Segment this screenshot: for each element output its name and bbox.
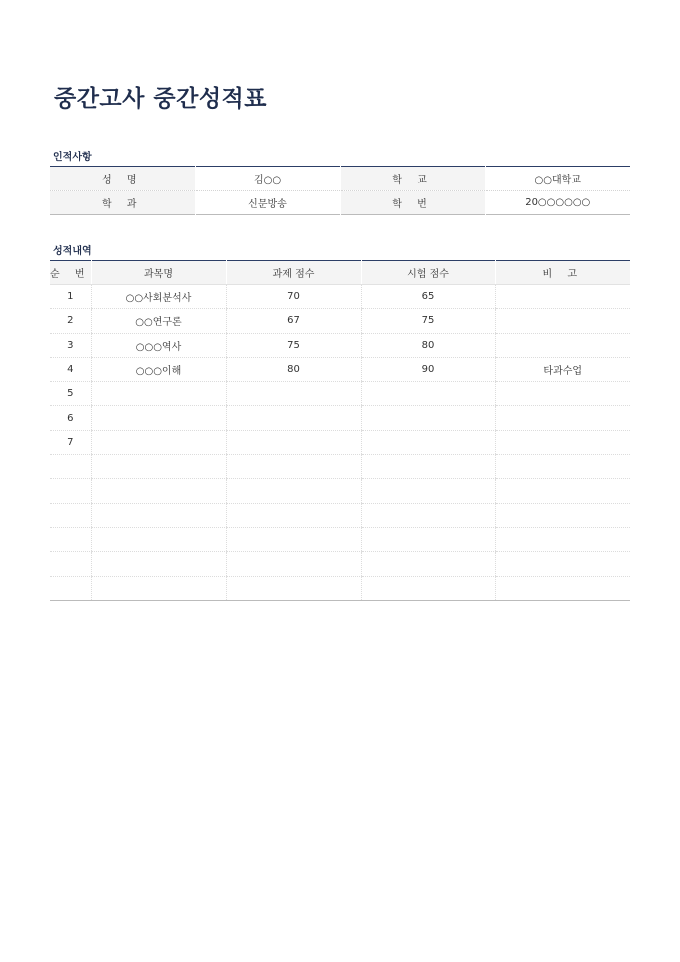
row-number-cell [50, 552, 91, 576]
assignment-score-cell: 75 [226, 333, 361, 357]
subject-name-cell [91, 527, 226, 551]
school-label: 학 교 [340, 167, 485, 191]
exam-score-cell [361, 552, 495, 576]
assignment-score-cell [226, 406, 361, 430]
note-cell [495, 576, 630, 600]
personal-info-table [50, 166, 630, 215]
assignment-score-cell [226, 479, 361, 503]
col-header-subject: 과목명 [91, 261, 226, 285]
department-value: 신문방송 [195, 191, 340, 215]
subject-name-cell [91, 455, 226, 479]
assignment-score-cell [226, 455, 361, 479]
assignment-score-cell: 70 [226, 285, 361, 309]
row-number-cell: 5 [50, 382, 91, 406]
table-row [50, 357, 630, 381]
note-cell [495, 309, 630, 333]
note-cell [495, 430, 630, 454]
row-number-cell [50, 479, 91, 503]
subject-name-cell [91, 406, 226, 430]
subject-name-cell [91, 479, 226, 503]
subject-name-cell [91, 552, 226, 576]
note-cell [495, 285, 630, 309]
exam-score-cell [361, 406, 495, 430]
exam-score-cell [361, 455, 495, 479]
school-value: ○○대학교 [485, 167, 630, 191]
grades-table [50, 260, 630, 601]
table-row [50, 576, 630, 600]
assignment-score-cell: 80 [226, 357, 361, 381]
row-number-cell: 4 [50, 357, 91, 381]
page-title: 중간고사 중간성적표 [54, 86, 267, 112]
note-cell [495, 552, 630, 576]
note-cell [495, 527, 630, 551]
row-number-cell [50, 576, 91, 600]
table-row [50, 479, 630, 503]
subject-name-cell: ○○사회분석사 [91, 285, 226, 309]
table-row [50, 552, 630, 576]
subject-name-cell [91, 503, 226, 527]
name-value: 김○○ [195, 167, 340, 191]
note-cell [495, 333, 630, 357]
row-number-cell: 2 [50, 309, 91, 333]
subject-name-cell [91, 430, 226, 454]
col-header-assignment-score: 과제 점수 [226, 261, 361, 285]
col-header-number: 순 번 [50, 261, 91, 285]
row-number-cell: 3 [50, 333, 91, 357]
exam-score-cell: 90 [361, 357, 495, 381]
grades-section-label: 성적내역 [53, 246, 92, 257]
row-number-cell [50, 455, 91, 479]
col-header-note: 비 고 [495, 261, 630, 285]
exam-score-cell: 75 [361, 309, 495, 333]
student-id-value: 20○○○○○○ [485, 191, 630, 215]
personal-info-row [50, 191, 630, 215]
department-label: 학 과 [50, 191, 195, 215]
exam-score-cell [361, 479, 495, 503]
grades-header-row [50, 261, 630, 285]
exam-score-cell: 65 [361, 285, 495, 309]
student-id-label: 학 번 [340, 191, 485, 215]
exam-score-cell [361, 382, 495, 406]
exam-score-cell [361, 527, 495, 551]
assignment-score-cell [226, 503, 361, 527]
exam-score-cell [361, 430, 495, 454]
assignment-score-cell [226, 576, 361, 600]
table-row [50, 455, 630, 479]
row-number-cell [50, 503, 91, 527]
subject-name-cell [91, 382, 226, 406]
row-number-cell: 1 [50, 285, 91, 309]
table-row [50, 406, 630, 430]
subject-name-cell: ○○연구론 [91, 309, 226, 333]
note-cell [495, 479, 630, 503]
note-cell [495, 382, 630, 406]
table-row [50, 333, 630, 357]
exam-score-cell: 80 [361, 333, 495, 357]
table-row [50, 503, 630, 527]
assignment-score-cell: 67 [226, 309, 361, 333]
col-header-exam-score: 시험 점수 [361, 261, 495, 285]
subject-name-cell: ○○○역사 [91, 333, 226, 357]
personal-info-section-label: 인적사항 [53, 152, 92, 163]
note-cell [495, 503, 630, 527]
exam-score-cell [361, 503, 495, 527]
assignment-score-cell [226, 552, 361, 576]
assignment-score-cell [226, 382, 361, 406]
grades-table-body [50, 285, 630, 601]
row-number-cell: 6 [50, 406, 91, 430]
assignment-score-cell [226, 430, 361, 454]
exam-score-cell [361, 576, 495, 600]
table-row [50, 309, 630, 333]
note-cell: 타과수업 [495, 357, 630, 381]
table-row [50, 382, 630, 406]
table-row [50, 285, 630, 309]
name-label: 성 명 [50, 167, 195, 191]
note-cell [495, 406, 630, 430]
personal-info-row [50, 167, 630, 191]
row-number-cell: 7 [50, 430, 91, 454]
table-row [50, 527, 630, 551]
subject-name-cell: ○○○이해 [91, 357, 226, 381]
note-cell [495, 455, 630, 479]
subject-name-cell [91, 576, 226, 600]
assignment-score-cell [226, 527, 361, 551]
table-row [50, 430, 630, 454]
row-number-cell [50, 527, 91, 551]
